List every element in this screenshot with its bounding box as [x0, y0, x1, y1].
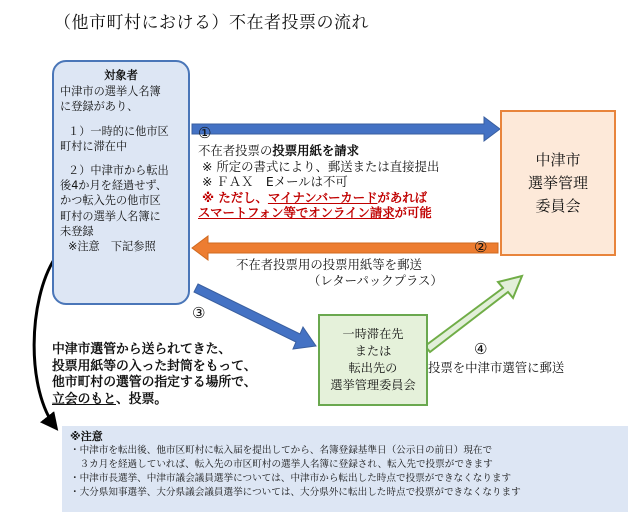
target-intro: 中津市の選挙人名簿 に登録があり、: [60, 85, 161, 114]
target-condition-2: ２）中津市から転出 後4か月を経過せず、 かつ転入先の他市区 町村の選挙人名簿に 未登録: [60, 164, 169, 238]
step1-text: 不在者投票の投票用紙を請求 ※ 所定の書式により、郵送または直接提出 ※ ＦＡＸ Eメールは不可 ※ ただし、マイナンバーカードがあれば スマートフォン等でオンライン請求が可能: [198, 143, 440, 220]
election-commission-box: 中津市 選挙管理 委員会: [500, 110, 616, 256]
note-line: ・大分県知事選挙、大分県議会議員選挙については、大分県外に転出した時点で投票ができなくなります: [70, 487, 521, 498]
step4-number: ④: [474, 340, 488, 358]
step1-number: ①: [198, 124, 212, 142]
page-title: （他市町村における）不在者投票の流れ: [54, 13, 369, 33]
step2-text: 不在者投票用の投票用紙等を郵送 （レターパックプラス）: [236, 257, 443, 288]
step3-text: 中津市選管から送られてきた、 投票用紙等の入った封筒をもって、 他市町村の選管の指定する場所で、 立会のもと、投票。: [52, 342, 257, 407]
target-note-ref: ※注意 下記参照: [68, 240, 156, 254]
temporary-destination-box: 一時滞在先 または 転出先の 選挙管理委員会: [318, 314, 428, 406]
step2-number: ②: [474, 238, 488, 256]
notes-heading: ※注意: [70, 430, 103, 443]
target-condition-1: １）一時的に他市区 町村に滞在中: [60, 124, 169, 153]
step4-text: 投票を中津市選管に郵送: [428, 360, 565, 375]
notes-box: [62, 426, 628, 512]
note-line: ・中津市長選挙、中津市議会議員選挙については、中津市から転出した時点で投票ができなくなります: [70, 473, 512, 484]
arrow-step1: [192, 117, 500, 141]
note-line: ３カ月を経過していれば、転入先の市区町村の選挙人名簿に登録され、転入先で投票ができます: [70, 459, 493, 470]
target-heading: 対象者: [104, 69, 138, 82]
target-box: [52, 60, 190, 305]
note-line: ・中津市を転出後、他市区町村に転入届を提出してから、名簿登録基準日（公示日の前日）現在で: [70, 445, 493, 456]
arrow-step3: [194, 284, 316, 349]
step3-number: ③: [192, 304, 206, 322]
